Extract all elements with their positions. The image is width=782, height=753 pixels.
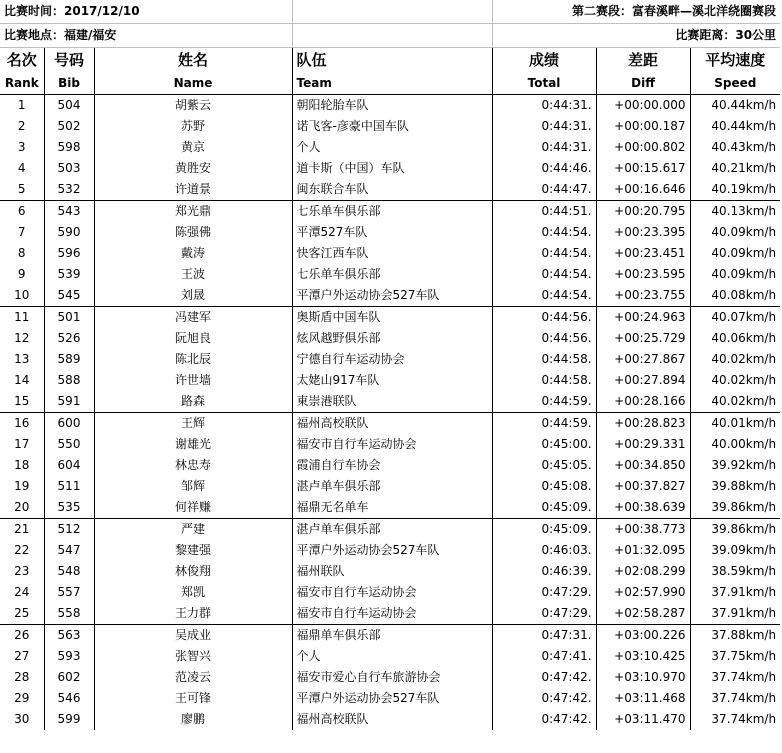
speed-cell: 40.09km/h	[711, 267, 777, 281]
total-cell: 0:44:47.	[492, 179, 596, 201]
total-cell: 0:47:31.	[492, 625, 596, 647]
rank-cell: 19	[0, 476, 44, 497]
speed-cell: 40.07km/h	[690, 307, 780, 329]
name-cell: 吴成业	[94, 625, 292, 647]
diff-cell: +00:23.395	[596, 222, 690, 243]
diff-cell: +00:37.827	[596, 476, 690, 497]
rank-cell: 24	[0, 582, 44, 603]
total-cell: 0:47:42.	[492, 709, 596, 730]
name-cell: 张智兴	[94, 646, 292, 667]
race-place: 比赛地点：福建/福安	[0, 24, 292, 48]
team-cell: 平潭户外运动协会527车队	[292, 540, 492, 561]
total-cell: 0:47:41.	[492, 646, 596, 667]
col-rank-cn: 名次	[0, 48, 44, 73]
name-cell: 刘晟	[94, 285, 292, 307]
team-cell: 平潭户外运动协会527车队	[292, 688, 492, 709]
bib-cell: 503	[44, 158, 94, 179]
rank-cell: 5	[0, 179, 44, 201]
diff-cell: +00:20.795	[596, 201, 690, 223]
total-cell: 0:44:56.	[492, 307, 596, 329]
name-cell: 黄胜安	[94, 158, 292, 179]
total-cell: 0:47:42.	[492, 688, 596, 709]
bib-cell: 535	[44, 497, 94, 519]
speed-cell: 40.43km/h	[711, 140, 777, 154]
diff-cell: +02:08.299	[596, 561, 690, 582]
name-cell: 谢雄光	[94, 434, 292, 455]
table-row	[0, 158, 780, 179]
bib-cell: 501	[44, 307, 94, 329]
total-cell: 0:44:56.	[492, 328, 596, 349]
rank-cell: 26	[0, 625, 44, 647]
bib-cell: 550	[44, 434, 94, 455]
name-cell: 许道景	[94, 179, 292, 201]
total-cell: 0:45:00.	[492, 434, 596, 455]
name-cell: 邹辉	[94, 476, 292, 497]
diff-cell: +02:58.287	[596, 603, 690, 625]
table-row	[0, 285, 780, 307]
diff-cell: +00:28.823	[596, 413, 690, 435]
rank-cell: 16	[0, 413, 44, 435]
bib-cell: 589	[44, 349, 94, 370]
total-cell: 0:44:31.	[492, 137, 596, 158]
name-cell: 冯建军	[94, 307, 292, 329]
total-cell: 0:47:42.	[492, 667, 596, 688]
bib-cell: 543	[44, 201, 94, 223]
col-total-cn: 成绩	[492, 48, 596, 73]
diff-cell: +03:11.470	[596, 709, 690, 730]
speed-cell: 40.01km/h	[690, 413, 780, 435]
bib-cell: 596	[44, 243, 94, 264]
race-info	[0, 0, 780, 48]
team-cell: 炫风越野俱乐部	[292, 328, 492, 349]
table-row	[0, 370, 780, 391]
diff-cell: +00:38.639	[596, 497, 690, 519]
team-cell: 東崇港联队	[292, 391, 492, 413]
diff-cell: +01:32.095	[596, 540, 690, 561]
rank-cell: 4	[0, 158, 44, 179]
bib-cell: 512	[44, 519, 94, 541]
total-cell: 0:45:09.	[492, 497, 596, 519]
rank-cell: 7	[0, 222, 44, 243]
table-row	[0, 349, 780, 370]
name-cell: 陈北辰	[94, 349, 292, 370]
col-total-en: Total	[492, 72, 596, 95]
team-cell: 霞浦自行车协会	[292, 455, 492, 476]
total-cell: 0:44:54.	[492, 222, 596, 243]
col-diff-en: Diff	[596, 72, 690, 95]
diff-cell: +00:34.850	[596, 455, 690, 476]
diff-cell: +00:28.166	[596, 391, 690, 413]
diff-cell: +00:29.331	[596, 434, 690, 455]
speed-cell: 40.21km/h	[711, 161, 777, 175]
rank-cell: 22	[0, 540, 44, 561]
name-cell: 戴涛	[94, 243, 292, 264]
table-row	[0, 625, 780, 647]
table-row	[0, 179, 780, 201]
speed-cell: 37.74km/h	[711, 712, 777, 726]
name-cell: 许世墙	[94, 370, 292, 391]
table-row	[0, 709, 780, 730]
speed-cell: 40.06km/h	[711, 331, 777, 345]
col-bib-en: Bib	[44, 72, 94, 95]
col-team-en: Team	[292, 72, 492, 95]
diff-cell: +00:27.894	[596, 370, 690, 391]
col-team-cn: 队伍	[292, 48, 492, 73]
diff-cell: +00:27.867	[596, 349, 690, 370]
table-row	[0, 222, 780, 243]
rank-cell: 6	[0, 201, 44, 223]
team-cell: 福鼎单车俱乐部	[292, 625, 492, 647]
table-row	[0, 328, 780, 349]
total-cell: 0:44:59.	[492, 391, 596, 413]
rank-cell: 27	[0, 646, 44, 667]
total-cell: 0:46:03.	[492, 540, 596, 561]
speed-cell: 37.91km/h	[711, 606, 777, 620]
team-cell: 个人	[292, 137, 492, 158]
rank-cell: 20	[0, 497, 44, 519]
bib-cell: 502	[44, 116, 94, 137]
team-cell: 湛卢单车俱乐部	[292, 519, 492, 541]
col-name-en: Name	[94, 72, 292, 95]
total-cell: 0:44:31.	[492, 95, 596, 117]
col-bib-cn: 号码	[44, 48, 94, 73]
bib-cell: 504	[44, 95, 94, 117]
speed-cell: 37.88km/h	[690, 625, 780, 647]
speed-cell: 40.02km/h	[711, 394, 777, 408]
team-cell: 奥斯盾中国车队	[292, 307, 492, 329]
name-cell: 王辉	[94, 413, 292, 435]
diff-cell: +00:00.187	[596, 116, 690, 137]
race-distance: 比赛距离：30公里	[492, 24, 780, 48]
race-date: 比赛时间：2017/12/10	[0, 0, 292, 24]
total-cell: 0:47:29.	[492, 582, 596, 603]
team-cell: 闽东联合车队	[292, 179, 492, 201]
name-cell: 王力群	[94, 603, 292, 625]
rank-cell: 23	[0, 561, 44, 582]
bib-cell: 599	[44, 709, 94, 730]
bib-cell: 590	[44, 222, 94, 243]
name-cell: 苏野	[94, 116, 292, 137]
bib-cell: 546	[44, 688, 94, 709]
rank-cell: 14	[0, 370, 44, 391]
diff-cell: +00:38.773	[596, 519, 690, 541]
total-cell: 0:44:54.	[492, 264, 596, 285]
name-cell: 林俊翔	[94, 561, 292, 582]
name-cell: 路森	[94, 391, 292, 413]
diff-cell: +02:57.990	[596, 582, 690, 603]
col-diff-cn: 差距	[596, 48, 690, 73]
table-row	[0, 95, 780, 117]
speed-cell: 40.02km/h	[711, 373, 777, 387]
diff-cell: +03:10.970	[596, 667, 690, 688]
total-cell: 0:44:54.	[492, 243, 596, 264]
table-row	[0, 519, 780, 541]
speed-cell: 40.09km/h	[711, 246, 777, 260]
total-cell: 0:45:08.	[492, 476, 596, 497]
team-cell: 福州高校联队	[292, 709, 492, 730]
rank-cell: 25	[0, 603, 44, 625]
bib-cell: 563	[44, 625, 94, 647]
table-row	[0, 646, 780, 667]
speed-cell: 40.13km/h	[690, 201, 780, 223]
diff-cell: +00:23.451	[596, 243, 690, 264]
speed-cell: 39.86km/h	[690, 519, 780, 541]
bib-cell: 557	[44, 582, 94, 603]
name-cell: 范凌云	[94, 667, 292, 688]
team-cell: 福安市自行车运动协会	[292, 434, 492, 455]
bib-cell: 547	[44, 540, 94, 561]
rank-cell: 15	[0, 391, 44, 413]
table-row	[0, 434, 780, 455]
rank-cell: 8	[0, 243, 44, 264]
speed-cell: 37.74km/h	[711, 670, 777, 684]
team-cell: 福州联队	[292, 561, 492, 582]
table-row	[0, 307, 780, 329]
rank-cell: 13	[0, 349, 44, 370]
table-row	[0, 561, 780, 582]
rank-cell: 1	[0, 95, 44, 117]
name-cell: 阮旭良	[94, 328, 292, 349]
diff-cell: +03:10.425	[596, 646, 690, 667]
speed-cell: 37.74km/h	[711, 691, 777, 705]
speed-cell: 38.59km/h	[711, 564, 777, 578]
rank-cell: 29	[0, 688, 44, 709]
name-cell: 黄京	[94, 137, 292, 158]
total-cell: 0:44:51.	[492, 201, 596, 223]
speed-cell: 39.09km/h	[711, 543, 777, 557]
team-cell: 平潭户外运动协会527车队	[292, 285, 492, 307]
bib-cell: 602	[44, 667, 94, 688]
speed-cell: 39.92km/h	[711, 458, 777, 472]
team-cell: 诺飞客-彦豪中国车队	[292, 116, 492, 137]
diff-cell: +00:00.000	[596, 95, 690, 117]
table-row	[0, 688, 780, 709]
diff-cell: +00:24.963	[596, 307, 690, 329]
name-cell: 陈强佛	[94, 222, 292, 243]
name-cell: 何祥赚	[94, 497, 292, 519]
table-header	[0, 48, 780, 95]
rank-cell: 10	[0, 285, 44, 307]
team-cell: 七乐单车俱乐部	[292, 201, 492, 223]
rank-cell: 2	[0, 116, 44, 137]
rank-cell: 11	[0, 307, 44, 329]
rank-cell: 17	[0, 434, 44, 455]
bib-cell: 593	[44, 646, 94, 667]
bib-cell: 558	[44, 603, 94, 625]
total-cell: 0:47:29.	[492, 603, 596, 625]
rank-cell: 3	[0, 137, 44, 158]
rank-cell: 12	[0, 328, 44, 349]
table-row	[0, 476, 780, 497]
diff-cell: +00:16.646	[596, 179, 690, 201]
bib-cell: 511	[44, 476, 94, 497]
team-cell: 福鼎无名单车	[292, 497, 492, 519]
bib-cell: 539	[44, 264, 94, 285]
stage-name: 第二赛段：富春溪畔—溪北洋绕圈赛段	[492, 0, 780, 24]
bib-cell: 526	[44, 328, 94, 349]
speed-cell: 40.09km/h	[711, 225, 777, 239]
team-cell: 个人	[292, 646, 492, 667]
team-cell: 道卡斯（中国）车队	[292, 158, 492, 179]
col-rank-en: Rank	[0, 72, 44, 95]
bib-cell: 600	[44, 413, 94, 435]
name-cell: 郑凯	[94, 582, 292, 603]
table-row	[0, 137, 780, 158]
table-row	[0, 455, 780, 476]
results-rows	[0, 95, 780, 731]
diff-cell: +00:23.755	[596, 285, 690, 307]
speed-cell: 37.75km/h	[711, 649, 777, 663]
name-cell: 王波	[94, 264, 292, 285]
total-cell: 0:44:31.	[492, 116, 596, 137]
diff-cell: +00:23.595	[596, 264, 690, 285]
total-cell: 0:44:58.	[492, 370, 596, 391]
total-cell: 0:44:58.	[492, 349, 596, 370]
rank-cell: 28	[0, 667, 44, 688]
speed-cell: 39.86km/h	[711, 500, 777, 514]
table-row	[0, 497, 780, 519]
team-cell: 七乐单车俱乐部	[292, 264, 492, 285]
team-cell: 福安市自行车运动协会	[292, 582, 492, 603]
team-cell: 福安市爱心自行车旅游协会	[292, 667, 492, 688]
total-cell: 0:45:09.	[492, 519, 596, 541]
diff-cell: +00:00.802	[596, 137, 690, 158]
rank-cell: 18	[0, 455, 44, 476]
table-row	[0, 603, 780, 625]
table-row	[0, 201, 780, 223]
diff-cell: +00:25.729	[596, 328, 690, 349]
rank-cell: 30	[0, 709, 44, 730]
name-cell: 黎建强	[94, 540, 292, 561]
table-row	[0, 264, 780, 285]
bib-cell: 548	[44, 561, 94, 582]
name-cell: 林忠寿	[94, 455, 292, 476]
bib-cell: 545	[44, 285, 94, 307]
team-cell: 太姥山917车队	[292, 370, 492, 391]
total-cell: 0:44:59.	[492, 413, 596, 435]
speed-cell: 40.08km/h	[711, 288, 777, 302]
table-row	[0, 243, 780, 264]
speed-cell: 37.91km/h	[711, 585, 777, 599]
col-name-cn: 姓名	[94, 48, 292, 73]
name-cell: 廖鹏	[94, 709, 292, 730]
info-spacer	[292, 0, 492, 24]
team-cell: 湛卢单车俱乐部	[292, 476, 492, 497]
speed-cell: 39.88km/h	[711, 479, 777, 493]
team-cell: 平潭527车队	[292, 222, 492, 243]
bib-cell: 591	[44, 391, 94, 413]
bib-cell: 598	[44, 137, 94, 158]
team-cell: 快客江西车队	[292, 243, 492, 264]
name-cell: 郑光鼎	[94, 201, 292, 223]
team-cell: 福州高校联队	[292, 413, 492, 435]
rank-cell: 9	[0, 264, 44, 285]
table-row	[0, 667, 780, 688]
team-cell: 宁德自行车运动协会	[292, 349, 492, 370]
total-cell: 0:45:05.	[492, 455, 596, 476]
bib-cell: 588	[44, 370, 94, 391]
team-cell: 福安市自行车运动协会	[292, 603, 492, 625]
total-cell: 0:44:46.	[492, 158, 596, 179]
total-cell: 0:46:39.	[492, 561, 596, 582]
table-row	[0, 116, 780, 137]
diff-cell: +00:15.617	[596, 158, 690, 179]
name-cell: 严建	[94, 519, 292, 541]
col-speed-cn: 平均速度	[690, 48, 780, 73]
total-cell: 0:44:54.	[492, 285, 596, 307]
diff-cell: +03:11.468	[596, 688, 690, 709]
name-cell: 王可锋	[94, 688, 292, 709]
table-row	[0, 413, 780, 435]
speed-cell: 40.44km/h	[711, 98, 777, 112]
team-cell: 朝阳轮胎车队	[292, 95, 492, 117]
rank-cell: 21	[0, 519, 44, 541]
speed-cell: 40.44km/h	[711, 119, 777, 133]
bib-cell: 532	[44, 179, 94, 201]
col-speed-en: Speed	[690, 72, 780, 95]
diff-cell: +03:00.226	[596, 625, 690, 647]
speed-cell: 40.00km/h	[711, 437, 777, 451]
table-row	[0, 582, 780, 603]
speed-cell: 40.02km/h	[711, 352, 777, 366]
info-spacer	[292, 24, 492, 48]
table-row	[0, 540, 780, 561]
speed-cell: 40.19km/h	[711, 182, 777, 196]
name-cell: 胡紫云	[94, 95, 292, 117]
bib-cell: 604	[44, 455, 94, 476]
table-row	[0, 391, 780, 413]
